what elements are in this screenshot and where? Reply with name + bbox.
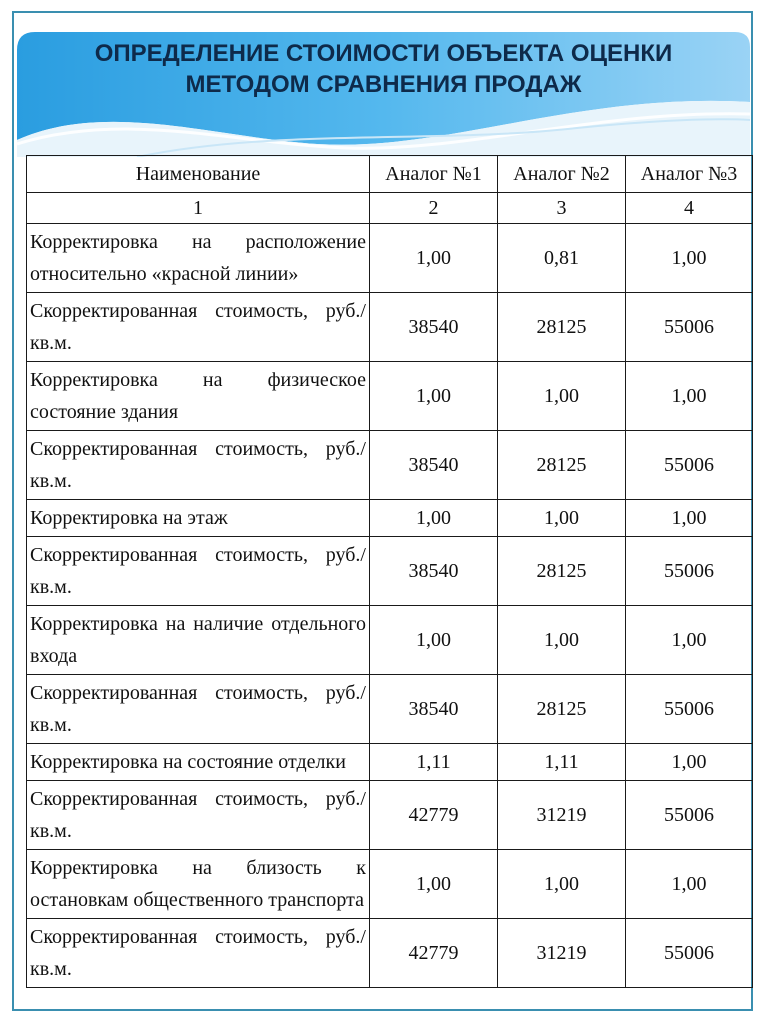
column-number-cell: 1 <box>27 193 370 224</box>
analog-2-value: 1,00 <box>498 500 626 537</box>
analog-2-value: 28125 <box>498 537 626 606</box>
page-title <box>17 38 750 100</box>
analog-3-value: 55006 <box>626 431 753 500</box>
analog-3-value: 55006 <box>626 537 753 606</box>
row-name-cell: Корректировка на близость к остановкам общественного транспорта <box>27 850 370 919</box>
analog-3-value: 55006 <box>626 293 753 362</box>
analog-1-value: 38540 <box>370 675 498 744</box>
table-row <box>27 293 753 362</box>
column-number-cell: 2 <box>370 193 498 224</box>
table-row <box>27 362 753 431</box>
row-name-cell: Скорректированная стоимость, руб./кв.м. <box>27 675 370 744</box>
analog-1-value: 38540 <box>370 537 498 606</box>
header-cell: Наименование <box>27 156 370 193</box>
analog-2-value: 31219 <box>498 781 626 850</box>
table-row <box>27 224 753 293</box>
table-row <box>27 537 753 606</box>
table-row <box>27 675 753 744</box>
row-name-cell: Корректировка на этаж <box>27 500 370 537</box>
analog-2-value: 28125 <box>498 675 626 744</box>
table-row <box>27 606 753 675</box>
analog-1-value: 1,00 <box>370 606 498 675</box>
header-cell: Аналог №2 <box>498 156 626 193</box>
analog-2-value: 28125 <box>498 431 626 500</box>
page-title-line-2: МЕТОДОМ СРАВНЕНИЯ ПРОДАЖ <box>185 71 582 98</box>
page-title-line-1: ОПРЕДЕЛЕНИЕ СТОИМОСТИ ОБЪЕКТА ОЦЕНКИ <box>94 40 673 67</box>
header-row <box>27 156 753 193</box>
analog-1-value: 1,00 <box>370 224 498 293</box>
analog-3-value: 1,00 <box>626 500 753 537</box>
analog-2-value: 1,00 <box>498 606 626 675</box>
analog-1-value: 38540 <box>370 293 498 362</box>
table-row <box>27 744 753 781</box>
analog-2-value: 0,81 <box>498 224 626 293</box>
analog-1-value: 1,00 <box>370 850 498 919</box>
analog-3-value: 55006 <box>626 919 753 988</box>
table-row <box>27 781 753 850</box>
analog-3-value: 1,00 <box>626 224 753 293</box>
analog-2-value: 28125 <box>498 293 626 362</box>
analog-3-value: 1,00 <box>626 606 753 675</box>
analog-2-value: 1,00 <box>498 850 626 919</box>
row-name-cell: Скорректированная стоимость, руб./кв.м. <box>27 781 370 850</box>
analog-1-value: 1,00 <box>370 500 498 537</box>
row-name-cell: Скорректированная стоимость, руб./кв.м. <box>27 537 370 606</box>
analog-1-value: 42779 <box>370 781 498 850</box>
column-number-cell: 4 <box>626 193 753 224</box>
analog-1-value: 38540 <box>370 431 498 500</box>
row-name-cell: Скорректированная стоимость, руб./кв.м. <box>27 431 370 500</box>
analog-3-value: 55006 <box>626 675 753 744</box>
analog-1-value: 1,11 <box>370 744 498 781</box>
table-row <box>27 850 753 919</box>
analog-2-value: 1,00 <box>498 362 626 431</box>
analog-2-value: 1,11 <box>498 744 626 781</box>
column-number-row <box>27 193 753 224</box>
header-cell: Аналог №1 <box>370 156 498 193</box>
row-name-cell: Корректировка на расположение относительно «красной линии» <box>27 224 370 293</box>
row-name-cell: Корректировка на физическое состояние здания <box>27 362 370 431</box>
row-name-cell: Скорректированная стоимость, руб./кв.м. <box>27 293 370 362</box>
table-row <box>27 500 753 537</box>
analog-3-value: 1,00 <box>626 744 753 781</box>
analog-1-value: 42779 <box>370 919 498 988</box>
row-name-cell: Корректировка на наличие отдельного входа <box>27 606 370 675</box>
row-name-cell: Корректировка на состояние отделки <box>27 744 370 781</box>
analog-3-value: 1,00 <box>626 850 753 919</box>
analog-3-value: 55006 <box>626 781 753 850</box>
row-name-cell: Скорректированная стоимость, руб./кв.м. <box>27 919 370 988</box>
table-row <box>27 431 753 500</box>
column-number-cell: 3 <box>498 193 626 224</box>
analog-1-value: 1,00 <box>370 362 498 431</box>
table-row <box>27 919 753 988</box>
analog-3-value: 1,00 <box>626 362 753 431</box>
comparison-table <box>26 155 753 988</box>
analog-2-value: 31219 <box>498 919 626 988</box>
header-cell: Аналог №3 <box>626 156 753 193</box>
